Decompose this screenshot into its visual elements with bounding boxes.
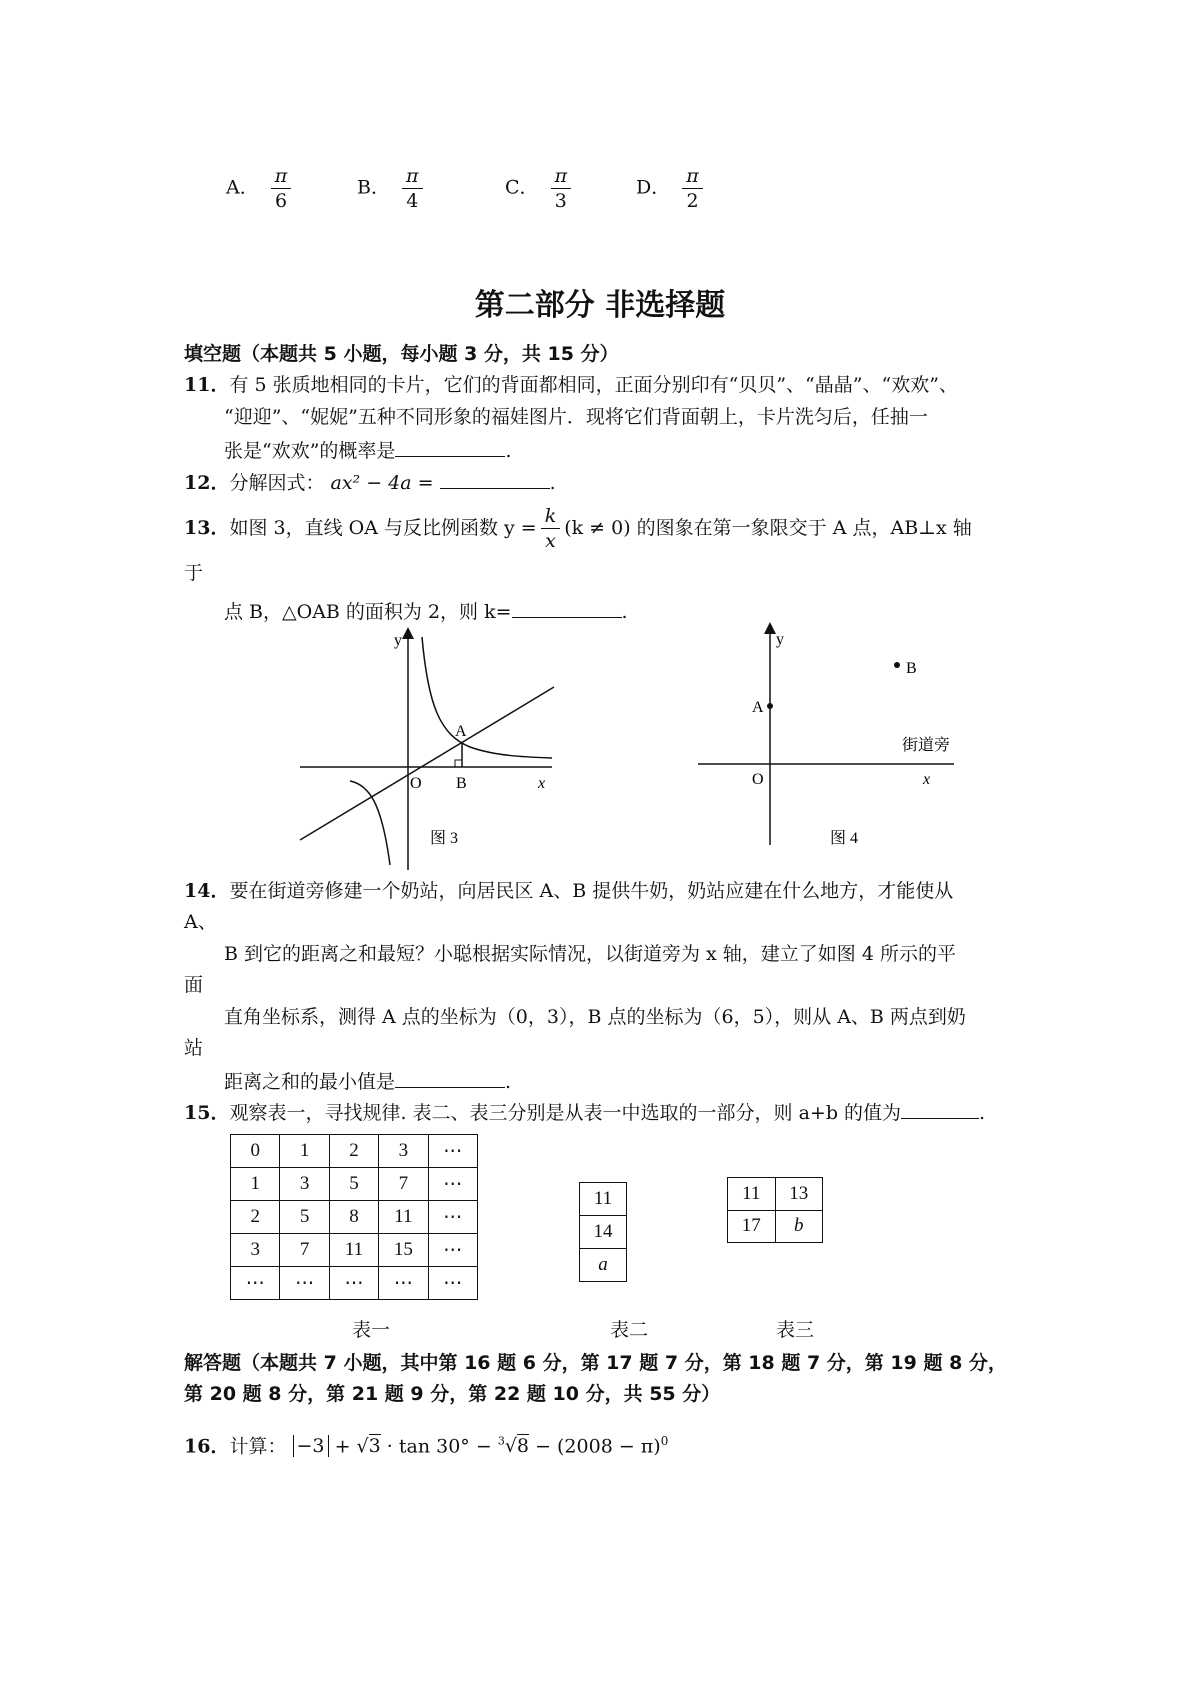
q13-line3: 点 B，△OAB 的面积为 2，则 k= .: [224, 597, 628, 625]
fig3-label-a: A: [455, 723, 467, 740]
table-cell: 2: [231, 1201, 280, 1234]
q14-line2b: 面: [184, 974, 204, 996]
fill-section-heading: 填空题（本题共 5 小题，每小题 3 分，共 15 分）: [184, 343, 619, 365]
table-cell: 11: [728, 1178, 776, 1211]
fig4-label-o: O: [752, 771, 764, 788]
q13-answer-blank[interactable]: [512, 597, 622, 618]
table-row: [231, 1135, 478, 1168]
fig3-label-o: O: [410, 775, 422, 792]
answer-section-heading-line2: 第 20 题 8 分，第 21 题 9 分，第 22 题 10 分，共 55 分）: [184, 1383, 721, 1405]
table-cell: 7: [379, 1168, 428, 1201]
table-cell: 1: [280, 1135, 329, 1168]
q16-cube-root: $^3$√8: [497, 1435, 530, 1458]
q13-line1: 13． 如图 3，直线 OA 与反比例函数 y = $\frac{k}{x}$ (k ≠ 0) 的图象在第一象限交于 A 点，AB⊥x 轴: [184, 504, 972, 552]
option-b: B． $\frac{\pi}{4}$: [357, 164, 423, 213]
table-cell: 14: [580, 1216, 627, 1249]
fig3-label-x: x: [538, 775, 546, 792]
table-cell: 5: [280, 1201, 329, 1234]
table-cell: 15: [379, 1234, 428, 1267]
fig4-point-b: [894, 662, 900, 668]
q11-line3: 张是“欢欢”的概率是 .: [224, 436, 511, 464]
q14-line3b: 站: [184, 1037, 204, 1059]
fig3-caption: 图 3: [430, 830, 459, 847]
option-d: D． $\frac{\pi}{2}$: [636, 164, 703, 213]
table-row: [231, 1168, 478, 1201]
table-cell: 8: [329, 1201, 378, 1234]
table-cell: 2: [329, 1135, 378, 1168]
table-cell: 0: [231, 1135, 280, 1168]
q16: 16．计算： $-3 + √3 \cdot \tan 30^\circ - ^3√8 - (2008 - \pi)^0$: [184, 1434, 669, 1458]
part-title: 第二部分 非选择题: [474, 288, 726, 323]
table-cell: ⋯: [379, 1267, 428, 1300]
table-cell: ⋯: [428, 1168, 477, 1201]
fig3-label-b: B: [456, 775, 467, 792]
fig4-point-a: [767, 703, 773, 709]
table-row: [231, 1234, 478, 1267]
table-row: [728, 1210, 823, 1243]
table-cell: b: [775, 1210, 823, 1243]
table-row: [231, 1201, 478, 1234]
table-row: [580, 1216, 627, 1249]
fig3-hyperbola-q3: [350, 781, 390, 865]
table-cell: ⋯: [231, 1267, 280, 1300]
table-1: [230, 1134, 478, 1300]
table-cell: 17: [728, 1210, 776, 1243]
table-2-caption: 表二: [610, 1319, 649, 1341]
table-3: [727, 1177, 823, 1243]
q14-line1b: A、: [184, 911, 217, 933]
q11-line1: 11．有 5 张质地相同的卡片，它们的背面都相同，正面分别印有“贝贝”、“晶晶”、“欢欢”、: [184, 374, 958, 396]
table-cell: ⋯: [428, 1135, 477, 1168]
q12: 12．分解因式： ax² − 4a = .: [184, 468, 556, 496]
fig4-label-y: y: [776, 631, 784, 648]
fig4-label-street: 街道旁: [902, 737, 951, 754]
fig3-line-oa: [300, 687, 554, 840]
fig3-right-angle-mark: [455, 760, 462, 767]
table-cell: ⋯: [428, 1201, 477, 1234]
table-cell: 11: [329, 1234, 378, 1267]
fig4-label-a: A: [752, 699, 764, 716]
table-3-caption: 表三: [776, 1319, 815, 1341]
table-cell: 3: [379, 1135, 428, 1168]
figure-4: [690, 620, 970, 852]
table-cell: 7: [280, 1234, 329, 1267]
table-cell: ⋯: [329, 1267, 378, 1300]
q14-answer-blank[interactable]: [395, 1067, 505, 1088]
fig4-label-b: B: [906, 660, 917, 677]
q15: 15．观察表一，寻找规律. 表二、表三分别是从表一中选取的一部分，则 a+b 的值为 .: [184, 1098, 985, 1126]
table-cell: 3: [231, 1234, 280, 1267]
q15-answer-blank[interactable]: [901, 1098, 979, 1119]
table-cell: 5: [329, 1168, 378, 1201]
table-cell: ⋯: [428, 1234, 477, 1267]
q12-answer-blank[interactable]: [440, 468, 550, 489]
table-cell: ⋯: [280, 1267, 329, 1300]
figure-3: [290, 625, 570, 875]
answer-section-heading-line1: 解答题（本题共 7 小题，其中第 16 题 6 分，第 17 题 7 分，第 18 题 7 分，第 19 题 8 分，: [184, 1352, 1007, 1374]
table-cell: a: [580, 1249, 627, 1282]
option-c: C． $\frac{\pi}{3}$: [505, 164, 571, 213]
option-a: A． $\frac{\pi}{6}$: [226, 164, 291, 213]
q16-sqrt: √3: [356, 1435, 381, 1458]
fig4-label-x: x: [923, 771, 931, 788]
q14-line4: 距离之和的最小值是 .: [224, 1067, 511, 1095]
q16-abs-value: −3: [293, 1435, 329, 1457]
q13-line2: 于: [184, 562, 204, 584]
q11-answer-blank[interactable]: [395, 436, 505, 457]
table-2: [579, 1182, 627, 1282]
fig3-label-y: y: [394, 632, 402, 649]
fig3-hyperbola-q1: [422, 637, 552, 758]
table-cell: 11: [580, 1183, 627, 1216]
table-cell: 3: [280, 1168, 329, 1201]
table-cell: 11: [379, 1201, 428, 1234]
table-1-caption: 表一: [352, 1319, 391, 1341]
table-cell: 13: [775, 1178, 823, 1211]
q14-line3: 直角坐标系，测得 A 点的坐标为（0，3），B 点的坐标为（6，5），则从 A、B 两点到奶: [224, 1006, 966, 1028]
fig4-caption: 图 4: [830, 830, 859, 847]
q14-line2: B 到它的距离之和最短？小聪根据实际情况，以街道旁为 x 轴，建立了如图 4 所示的平: [224, 943, 956, 965]
table-row: [728, 1178, 823, 1211]
table-row: [580, 1183, 627, 1216]
table-row: [231, 1267, 478, 1300]
table-row: [580, 1249, 627, 1282]
q11-line2: “迎迎”、“妮妮”五种不同形象的福娃图片．现将它们背面朝上，卡片洗匀后，任抽一: [224, 406, 928, 428]
q14-line1: 14．要在街道旁修建一个奶站，向居民区 A、B 提供牛奶，奶站应建在什么地方，才能使从: [184, 880, 954, 902]
table-cell: 1: [231, 1168, 280, 1201]
table-cell: ⋯: [428, 1267, 477, 1300]
